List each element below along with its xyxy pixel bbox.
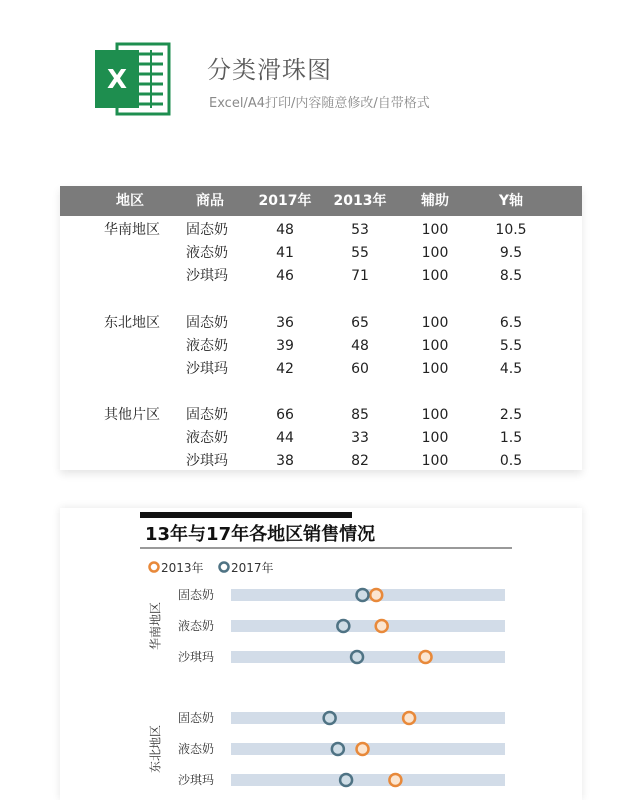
slider-track xyxy=(231,774,505,786)
bead-2017 xyxy=(324,712,336,724)
cell-product: 固态奶 xyxy=(186,222,228,238)
cell-product: 固态奶 xyxy=(186,315,228,331)
cell-2017: 44 xyxy=(276,430,294,446)
cell-region: 东北地区 xyxy=(104,315,160,331)
cell-yaxis: 8.5 xyxy=(499,268,523,284)
page-subtitle: Excel/A4打印/内容随意修改/自带格式 xyxy=(209,96,430,111)
cell-2013: 33 xyxy=(351,430,369,446)
cell-2013: 60 xyxy=(351,361,369,377)
column-header-2013: 2013年 xyxy=(333,193,387,209)
header xyxy=(0,0,640,150)
group-label: 华南地区 xyxy=(148,601,163,651)
data-table xyxy=(60,186,582,470)
cell-product: 沙琪玛 xyxy=(186,361,228,377)
cell-region xyxy=(104,242,184,264)
cell-aux: 100 xyxy=(421,407,449,423)
category-label: 固态奶 xyxy=(178,711,215,725)
cell-aux: 100 xyxy=(421,222,449,238)
legend-label: 2013年 xyxy=(161,561,204,575)
bead-2013 xyxy=(376,620,388,632)
column-header-2017: 2017年 xyxy=(258,193,312,209)
category-label: 液态奶 xyxy=(178,742,215,756)
cell-2017: 41 xyxy=(276,245,294,261)
cell-yaxis: 4.5 xyxy=(499,361,523,377)
cell-aux: 100 xyxy=(421,245,449,261)
cell-product: 液态奶 xyxy=(186,338,228,354)
column-header-aux: 辅助 xyxy=(421,193,449,209)
cell-2013: 85 xyxy=(351,407,369,423)
chart-title: 13年与17年各地区销售情况 xyxy=(145,524,376,545)
cell-product: 液态奶 xyxy=(186,245,228,261)
slider-track xyxy=(231,712,505,724)
excel-logo-icon xyxy=(95,40,173,118)
cell-region: 其他片区 xyxy=(104,407,160,423)
cell-product: 液态奶 xyxy=(186,430,228,446)
plot-area xyxy=(148,587,506,787)
category-label: 液态奶 xyxy=(178,619,215,633)
cell-region: 华南地区 xyxy=(104,222,160,238)
cell-aux: 100 xyxy=(421,361,449,377)
cell-2017: 36 xyxy=(276,315,294,331)
cell-2013: 65 xyxy=(351,315,369,331)
group-label: 东北地区 xyxy=(148,724,163,774)
slider-bead-chart xyxy=(60,508,582,800)
cell-product: 沙琪玛 xyxy=(186,453,228,469)
table-header xyxy=(60,186,582,216)
cell-yaxis: 10.5 xyxy=(495,222,527,238)
logo-letter: X xyxy=(106,65,128,95)
bead-2013 xyxy=(403,712,415,724)
cell-2017: 42 xyxy=(276,361,294,377)
cell-aux: 100 xyxy=(421,430,449,446)
cell-2017: 39 xyxy=(276,338,294,354)
slider-track xyxy=(231,651,505,663)
bead-2017 xyxy=(337,620,349,632)
cell-product: 沙琪玛 xyxy=(186,268,228,284)
cell-2013: 55 xyxy=(351,245,369,261)
page-title: 分类滑珠图 xyxy=(207,56,332,84)
legend-label: 2017年 xyxy=(231,561,274,575)
bead-2017 xyxy=(351,651,363,663)
cell-aux: 100 xyxy=(421,315,449,331)
cell-yaxis: 9.5 xyxy=(499,245,523,261)
column-header-product: 商品 xyxy=(196,193,224,209)
category-label: 沙琪玛 xyxy=(178,650,215,664)
column-header-region: 地区 xyxy=(116,193,144,209)
cell-2013: 48 xyxy=(351,338,369,354)
column-header-yaxis: Y轴 xyxy=(498,193,524,209)
cell-yaxis: 2.5 xyxy=(499,407,523,423)
bead-2013 xyxy=(370,589,382,601)
bead-2013 xyxy=(357,743,369,755)
cell-yaxis: 5.5 xyxy=(499,338,523,354)
cell-2013: 71 xyxy=(351,268,369,284)
cell-region xyxy=(104,427,184,449)
bead-2013 xyxy=(389,774,401,786)
bead-2013 xyxy=(420,651,432,663)
cell-product: 固态奶 xyxy=(186,407,228,423)
cell-2017: 46 xyxy=(276,268,294,284)
cell-region xyxy=(104,450,184,472)
cell-2017: 66 xyxy=(276,407,294,423)
cell-region xyxy=(104,358,184,380)
cell-yaxis: 6.5 xyxy=(499,315,523,331)
bead-2017 xyxy=(357,589,369,601)
cell-region xyxy=(104,335,184,357)
cell-2013: 53 xyxy=(351,222,369,238)
chart-legend xyxy=(150,560,274,575)
cell-aux: 100 xyxy=(421,453,449,469)
bead-2017 xyxy=(340,774,352,786)
cell-2017: 48 xyxy=(276,222,294,238)
legend-marker-2017 xyxy=(220,563,229,572)
cell-yaxis: 1.5 xyxy=(499,430,523,446)
cell-region xyxy=(104,265,184,287)
category-label: 固态奶 xyxy=(178,588,215,602)
chart-panel xyxy=(60,508,582,800)
title-accent-bar xyxy=(140,512,352,518)
cell-2017: 38 xyxy=(276,453,294,469)
cell-aux: 100 xyxy=(421,268,449,284)
slider-track xyxy=(231,620,505,632)
cell-2013: 82 xyxy=(351,453,369,469)
cell-aux: 100 xyxy=(421,338,449,354)
bead-2017 xyxy=(332,743,344,755)
cell-yaxis: 0.5 xyxy=(499,453,523,469)
category-label: 沙琪玛 xyxy=(178,773,215,787)
legend-marker-2013 xyxy=(150,563,159,572)
